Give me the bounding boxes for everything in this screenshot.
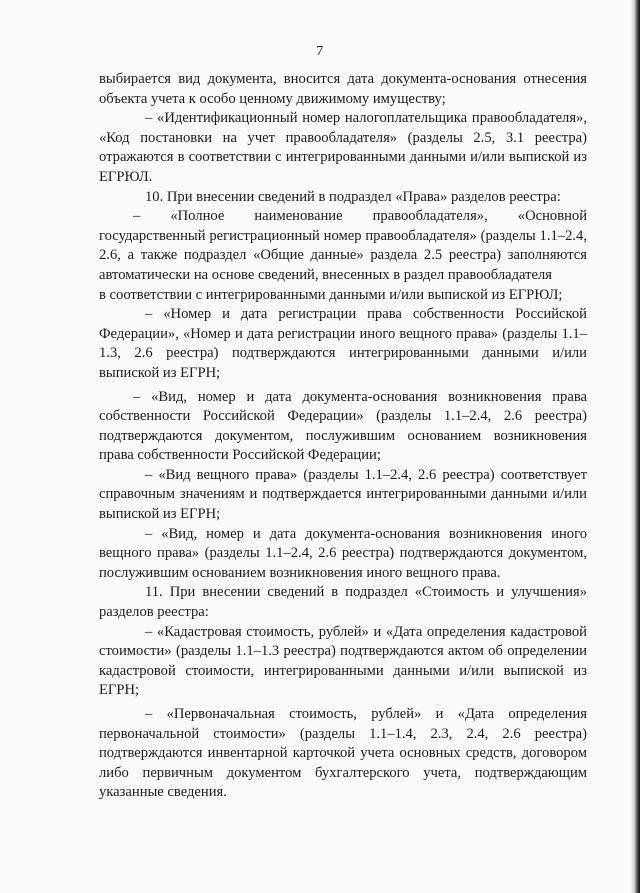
page-number: 7 [316,44,324,59]
paragraph-inn-kpp: – «Идентификационный номер налогоплательщика правообладателя», «Код постановки на учет правообладателя» (разделы 2.5, 3.1 реестра) отражаются в соответствии с интегрированными данными и/или выпиской из ЕГРЮЛ. [99,110,587,185]
paragraph-ownership-basis: – «Вид, номер и дата документа-основания возникновения права собственности Российской Федерации» (разделы 1.1–2.4, 2.6 реестра) подтверждаются документом, послужившим основанием возникновения права собственности Российской Федерации; [99,388,587,464]
paragraph-cadastral-value: – «Кадастровая стоимость, рублей» и «Дата определения кадастровой стоимости» (разделы 1.1–1.3 реестра) подтверждаются актом об определении кадастровой стоимости, интегрированными данными и/или выпиской из ЕГРН; [99,623,587,699]
scan-edge-shadow [630,0,640,893]
paragraph-continuation: выбирается вид документа, вносится дата документа-основания отнесения объекта учета к особо ценному движимому имуществу; [99,71,587,107]
paragraph-item-11: 11. При внесении сведений в подраздел «Стоимость и улучшения» разделов реестра: [99,584,587,621]
paragraph-registration-number: – «Номер и дата регистрации права собственности Российской Федерации», «Номер и дата регистрации иного вещного права» (разделы 1.1–1.3, 2.6 реестра) подтверждаются интегрированными данными и/или выпиской из ЕГРН; [99,306,587,381]
paragraph-other-right-basis: – «Вид, номер и дата документа-основания возникновения иного вещного права» (разделы 1.1–2.4, 2.6 реестра) подтверждаются документом, послужившим основанием возникновения иного вещного права. [99,525,587,581]
paragraph-right-type: – «Вид вещного права» (разделы 1.1–2.4, 2.6 реестра) соответствует справочным значениям и подтверждается интегрированными данными и/или выпиской из ЕГРН; [99,466,587,523]
paragraph-initial-value: – «Первоначальная стоимость, рублей» и «Дата определения первоначальной стоимости» (разделы 1.1–1.4, 2.3, 2.4, 2.6 реестра) подтверждаются инвентарной карточкой учета основных средств, договором либо первичным документом бухгалтерского учета, подтверждающим указанные сведения. [99,706,587,801]
paragraph-full-name-ogrn: – «Полное наименование правообладателя», «Основной государственный регистрационный номер правообладателя» (разделы 1.1–2.4, 2.6, а также подраздел «Общие данные» раздела 2.5 реестра) заполняются автоматически на основе сведений, внесенных в раздел правообладателя [99,208,587,283]
document-body [99,70,587,803]
paragraph-egryul-continuation: в соответствии с интегрированными данными и/или выпиской из ЕГРЮЛ; [99,286,563,303]
paragraph-item-10: 10. При внесении сведений в подраздел «Права» разделов реестра: [145,188,561,205]
